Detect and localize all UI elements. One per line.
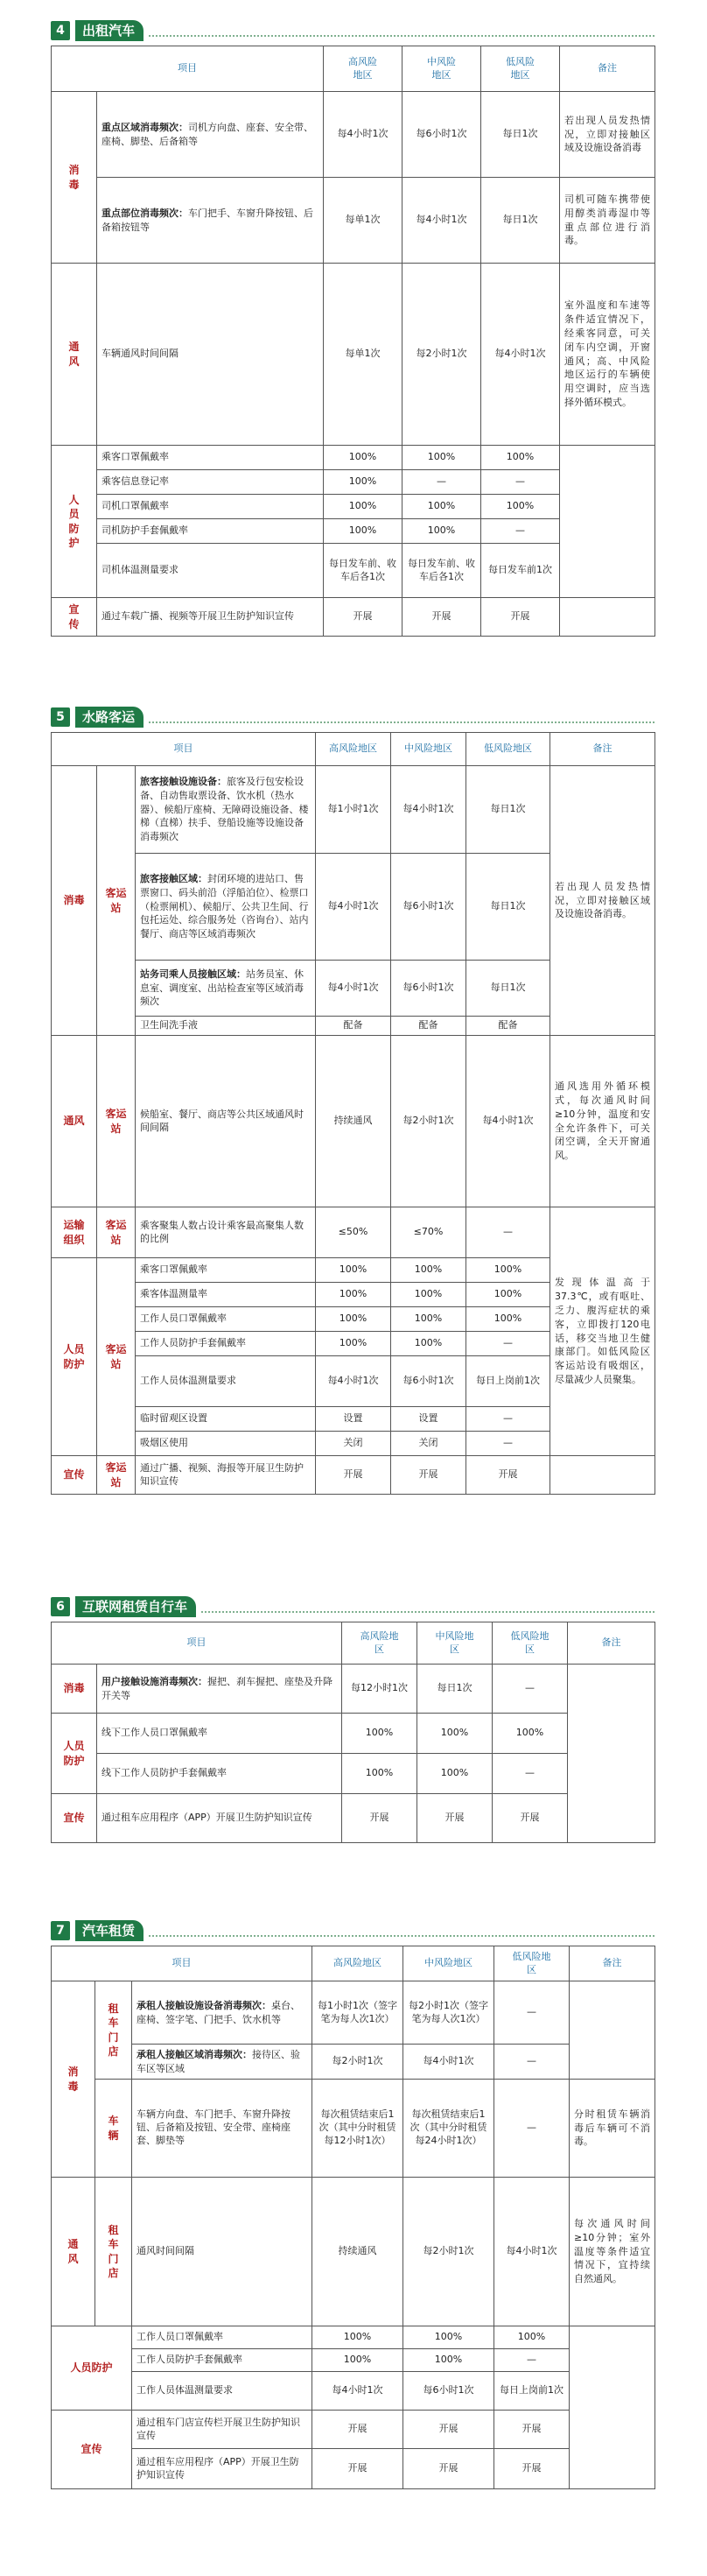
item-bold: 旅客接触设施设备： xyxy=(140,775,227,787)
header-mid-risk: 中风险地区 xyxy=(403,1946,494,1981)
low-cell: — xyxy=(481,519,560,544)
high-cell: 100% xyxy=(324,495,402,519)
low-cell: 每4小时1次 xyxy=(481,264,560,446)
mid-cell: 每日1次 xyxy=(417,1665,493,1714)
item-cell: 司机防护手套佩戴率 xyxy=(97,519,324,544)
mid-cell: 每4小时1次 xyxy=(402,178,481,264)
mid-cell: 开展 xyxy=(402,598,481,637)
low-cell: 100% xyxy=(466,1283,550,1307)
high-cell: 100% xyxy=(312,2326,403,2349)
section-divider xyxy=(149,35,654,37)
low-cell: 每日发车前1次 xyxy=(481,544,560,598)
high-cell: 每4小时1次 xyxy=(316,1356,391,1407)
low-cell: 每4小时1次 xyxy=(494,2178,570,2326)
item-cell xyxy=(136,854,316,961)
note-cell: 若出现人员发热情况，立即对接触区域及设施设备消毒。 xyxy=(550,766,655,1036)
category-publicity: 宣传 xyxy=(52,2411,132,2489)
mid-cell: 每6小时1次 xyxy=(391,1356,466,1407)
item-cell: 通过租车应用程序（APP）开展卫生防护知识宣传 xyxy=(97,1794,342,1843)
mid-cell: 每次租赁结束后1次（其中分时租赁每24小时1次） xyxy=(403,2080,494,2178)
low-cell: 100% xyxy=(481,446,560,470)
category-publicity: 宣传 xyxy=(52,1456,97,1495)
high-cell: 每4小时1次 xyxy=(316,961,391,1017)
section-divider xyxy=(149,1935,654,1937)
high-cell: 100% xyxy=(324,470,402,495)
item-text: 站务员室、休息室、调度室、出站检查室等区域消毒频次 xyxy=(140,968,304,1008)
low-cell: — xyxy=(493,1665,568,1714)
high-cell: 100% xyxy=(342,1714,417,1754)
item-bold: 重点部位消毒频次： xyxy=(102,207,188,219)
category-protection: 人员 防护 xyxy=(52,1714,97,1794)
table-header-row xyxy=(52,1946,655,1981)
table-row xyxy=(52,2349,655,2372)
table-row xyxy=(52,1207,655,1258)
item-text: 司机方向盘、座套、安全带、座椅、脚垫、后备箱等 xyxy=(102,121,313,147)
table-row xyxy=(52,2372,655,2411)
category-station: 客运 站 xyxy=(97,766,136,1036)
category-store: 租 车 门 店 xyxy=(95,2178,132,2326)
low-cell: 每日1次 xyxy=(466,766,550,854)
item-bold: 站务司乘人员接触区域： xyxy=(140,968,246,980)
note-cell xyxy=(560,446,655,598)
item-cell: 乘客口罩佩戴率 xyxy=(136,1258,316,1283)
table-row xyxy=(52,264,655,446)
table-header-row xyxy=(52,46,655,92)
low-cell: — xyxy=(466,1207,550,1258)
category-ventilation: 通风 xyxy=(52,1036,97,1207)
high-cell: 开展 xyxy=(312,2449,403,2489)
item-cell xyxy=(136,961,316,1017)
header-low-risk: 低风险 地区 xyxy=(481,46,560,92)
item-cell: 线下工作人员防护手套佩戴率 xyxy=(97,1754,342,1794)
item-text: 桌台、座椅、签字笔、门把手、饮水机等 xyxy=(136,1999,300,2025)
note-cell: 若出现人员发热情况，立即对接触区域及设施设备消毒 xyxy=(560,92,655,178)
table-row xyxy=(52,2045,655,2080)
low-cell: — xyxy=(481,470,560,495)
section-header xyxy=(51,16,654,46)
low-cell: — xyxy=(493,1754,568,1794)
header-item: 项目 xyxy=(52,733,316,766)
low-cell: 100% xyxy=(481,495,560,519)
low-cell: 每日1次 xyxy=(481,92,560,178)
table-header-row xyxy=(52,1622,655,1665)
mid-cell: 设置 xyxy=(391,1407,466,1432)
item-cell: 通风时间间隔 xyxy=(132,2178,312,2326)
mid-cell: ≤70% xyxy=(391,1207,466,1258)
low-cell: 开展 xyxy=(494,2449,570,2489)
table-row xyxy=(52,1754,655,1794)
table-row xyxy=(52,1456,655,1495)
high-cell: 配备 xyxy=(316,1017,391,1036)
table-row xyxy=(52,1981,655,2045)
high-cell: 100% xyxy=(324,519,402,544)
table-row xyxy=(52,2449,655,2489)
section-title: 出租汽车 xyxy=(75,20,144,41)
table-row xyxy=(52,2178,655,2326)
item-cell: 工作人员体温测量要求 xyxy=(136,1356,316,1407)
high-cell: 每1小时1次 xyxy=(316,766,391,854)
item-cell: 临时留观区设置 xyxy=(136,1407,316,1432)
mid-cell: 每日发车前、收车后各1次 xyxy=(402,544,481,598)
high-cell: 每4小时1次 xyxy=(324,92,402,178)
low-cell: — xyxy=(466,1407,550,1432)
category-disinfect: 消毒 xyxy=(52,1665,97,1714)
low-cell: — xyxy=(494,2045,570,2080)
table-header-row xyxy=(52,733,655,766)
low-cell: — xyxy=(494,2080,570,2178)
header-note: 备注 xyxy=(550,733,655,766)
high-cell: 每次租赁结束后1次（其中分时租赁每12小时1次） xyxy=(312,2080,403,2178)
section-title: 汽车租赁 xyxy=(75,1920,144,1941)
mid-cell: 每6小时1次 xyxy=(403,2372,494,2411)
high-cell: 100% xyxy=(316,1332,391,1356)
section-header xyxy=(51,1916,654,1946)
item-text: 封闭环境的进站口、售票窗口、码头前沿（浮船泊位）、检票口（检票闸机）、候船厅、公共卫生间、行包托运处、综合服务处（咨询台）、站内餐厅、商店等区域消毒频次 xyxy=(140,872,309,940)
waterway-table xyxy=(51,732,655,1495)
high-cell: ≤50% xyxy=(316,1207,391,1258)
low-cell: 100% xyxy=(493,1714,568,1754)
table-row xyxy=(52,178,655,264)
mid-cell: 每4小时1次 xyxy=(403,2045,494,2080)
mid-cell: 100% xyxy=(402,519,481,544)
section-title: 互联网租赁自行车 xyxy=(75,1596,196,1617)
high-cell: 每4小时1次 xyxy=(316,854,391,961)
item-cell: 司机口罩佩戴率 xyxy=(97,495,324,519)
high-cell: 开展 xyxy=(342,1794,417,1843)
high-cell: 开展 xyxy=(312,2411,403,2449)
mid-cell: 每4小时1次 xyxy=(391,766,466,854)
high-cell: 开展 xyxy=(324,598,402,637)
mid-cell: 开展 xyxy=(417,1794,493,1843)
note-cell: 分时租赁车辆消毒后车辆可不消毒。 xyxy=(570,2080,655,2178)
category-protection: 人员防护 xyxy=(52,2326,132,2411)
section-bike-sharing xyxy=(51,1592,654,1843)
item-cell: 工作人员口罩佩戴率 xyxy=(136,1307,316,1332)
note-cell: 发现体温高于37.3℃，或有呕吐、乏力、腹泻症状的乘客，立即拨打120电话，移交当地卫生健康部门。如低风险区客运站设有吸烟区，尽量减少人员聚集。 xyxy=(550,1207,655,1456)
table-row xyxy=(52,598,655,637)
section-number: 7 xyxy=(51,1921,70,1940)
header-high-risk: 高风险 地区 xyxy=(324,46,402,92)
bike-sharing-table xyxy=(51,1622,655,1843)
header-item: 项目 xyxy=(52,1946,312,1981)
category-disinfect: 消毒 xyxy=(52,766,97,1036)
low-cell: — xyxy=(494,2349,570,2372)
low-cell: 每4小时1次 xyxy=(466,1036,550,1207)
note-cell: 通风选用外循环模式，每次通风时间≥10分钟，温度和安全允许条件下，可关闭空调，全天开窗通风。 xyxy=(550,1036,655,1207)
item-cell: 车辆通风时间间隔 xyxy=(97,264,324,446)
header-mid-risk: 中风险地 区 xyxy=(417,1622,493,1665)
mid-cell: 配备 xyxy=(391,1017,466,1036)
item-text: 旅客及行包安检设备、自动售取票设备、饮水机（热水器）、候船厅座椅、无障碍设施设备、楼梯（直梯）扶手、登船设施等设施设备消毒频次 xyxy=(140,775,309,843)
mid-cell: 100% xyxy=(402,495,481,519)
mid-cell: 每6小时1次 xyxy=(402,92,481,178)
mid-cell: 100% xyxy=(391,1283,466,1307)
category-disinfect: 消 毒 xyxy=(52,92,97,264)
note-cell xyxy=(570,2326,655,2489)
item-cell: 吸烟区使用 xyxy=(136,1432,316,1456)
item-text: 接待区、验车区等区域 xyxy=(136,2048,300,2074)
item-cell xyxy=(97,1665,342,1714)
category-publicity: 宣 传 xyxy=(52,598,97,637)
category-station: 客运 站 xyxy=(97,1456,136,1495)
mid-cell: 100% xyxy=(391,1307,466,1332)
section-number: 6 xyxy=(51,1597,70,1616)
header-item: 项目 xyxy=(52,46,324,92)
note-cell xyxy=(560,598,655,637)
header-high-risk: 高风险地区 xyxy=(312,1946,403,1981)
low-cell: 每日1次 xyxy=(481,178,560,264)
item-cell: 工作人员口罩佩戴率 xyxy=(132,2326,312,2349)
item-cell xyxy=(97,92,324,178)
header-mid-risk: 中风险 地区 xyxy=(402,46,481,92)
high-cell: 设置 xyxy=(316,1407,391,1432)
low-cell: — xyxy=(466,1332,550,1356)
high-cell: 每1小时1次（签字笔为每人次1次） xyxy=(312,1981,403,2045)
category-ventilation: 通 风 xyxy=(52,2178,95,2326)
item-cell: 车辆方向盘、车门把手、车窗升降按钮、后备箱及按钮、安全带、座椅座套、脚垫等 xyxy=(132,2080,312,2178)
item-cell xyxy=(136,766,316,854)
mid-cell: 开展 xyxy=(391,1456,466,1495)
header-high-risk: 高风险地区 xyxy=(316,733,391,766)
low-cell: — xyxy=(494,1981,570,2045)
table-row xyxy=(52,2080,655,2178)
low-cell: 开展 xyxy=(481,598,560,637)
header-mid-risk: 中风险地区 xyxy=(391,733,466,766)
high-cell: 每4小时1次 xyxy=(312,2372,403,2411)
mid-cell: 100% xyxy=(403,2326,494,2349)
mid-cell: 每2小时1次 xyxy=(403,2178,494,2326)
low-cell: 每日1次 xyxy=(466,854,550,961)
item-text: 握把、刹车握把、座垫及升降开关等 xyxy=(102,1675,332,1701)
high-cell: 每单1次 xyxy=(324,178,402,264)
high-cell: 100% xyxy=(316,1307,391,1332)
table-row xyxy=(52,2326,655,2349)
item-cell: 通过广播、视频、海报等开展卫生防护知识宣传 xyxy=(136,1456,316,1495)
header-note: 备注 xyxy=(570,1946,655,1981)
mid-cell: 开展 xyxy=(403,2411,494,2449)
category-station: 客运 站 xyxy=(97,1258,136,1456)
mid-cell: 100% xyxy=(403,2349,494,2372)
item-cell xyxy=(132,2045,312,2080)
high-cell: 每单1次 xyxy=(324,264,402,446)
mid-cell: 每6小时1次 xyxy=(391,961,466,1017)
low-cell: — xyxy=(466,1432,550,1456)
mid-cell: 每6小时1次 xyxy=(391,854,466,961)
section-number: 5 xyxy=(51,707,70,727)
mid-cell: 100% xyxy=(391,1332,466,1356)
low-cell: 每日上岗前1次 xyxy=(466,1356,550,1407)
mid-cell: 100% xyxy=(391,1258,466,1283)
category-ventilation: 通 风 xyxy=(52,264,97,446)
item-cell: 乘客聚集人数占设计乘客最高聚集人数的比例 xyxy=(136,1207,316,1258)
category-station: 客运 站 xyxy=(97,1207,136,1258)
header-note: 备注 xyxy=(568,1622,655,1665)
low-cell: 开展 xyxy=(494,2411,570,2449)
category-disinfect: 消 毒 xyxy=(52,1981,95,2178)
item-cell: 候船室、餐厅、商店等公共区域通风时间间隔 xyxy=(136,1036,316,1207)
low-cell: 每日1次 xyxy=(466,961,550,1017)
category-store: 租 车 门 店 xyxy=(95,1981,132,2080)
low-cell: 开展 xyxy=(466,1456,550,1495)
section-divider xyxy=(149,721,654,723)
category-organization: 运输 组织 xyxy=(52,1207,97,1258)
note-cell: 室外温度和车速等条件适宜情况下，经乘客同意，可关闭车内空调，开窗通风；高、中风险地区运行的车辆使用空调时，应当选择外循环模式。 xyxy=(560,264,655,446)
low-cell: 100% xyxy=(494,2326,570,2349)
mid-cell: 每2小时1次（签字笔为每人次1次） xyxy=(403,1981,494,2045)
mid-cell: 100% xyxy=(402,446,481,470)
note-cell xyxy=(570,1981,655,2080)
item-cell: 乘客口罩佩戴率 xyxy=(97,446,324,470)
header-note: 备注 xyxy=(560,46,655,92)
low-cell: 配备 xyxy=(466,1017,550,1036)
high-cell: 关闭 xyxy=(316,1432,391,1456)
section-taxi xyxy=(51,16,654,637)
item-cell: 工作人员防护手套佩戴率 xyxy=(136,1332,316,1356)
mid-cell: 每2小时1次 xyxy=(391,1036,466,1207)
section-car-rental xyxy=(51,1916,654,2489)
high-cell: 100% xyxy=(324,446,402,470)
item-cell xyxy=(97,178,324,264)
header-low-risk: 低风险地区 xyxy=(466,733,550,766)
item-cell: 工作人员防护手套佩戴率 xyxy=(132,2349,312,2372)
low-cell: 每日上岗前1次 xyxy=(494,2372,570,2411)
taxi-table xyxy=(51,46,655,637)
table-row xyxy=(52,1794,655,1843)
mid-cell: 100% xyxy=(417,1714,493,1754)
item-bold: 旅客接触区域： xyxy=(140,872,207,884)
category-station: 客运 站 xyxy=(97,1036,136,1207)
mid-cell: 100% xyxy=(417,1754,493,1794)
item-cell: 线下工作人员口罩佩戴率 xyxy=(97,1714,342,1754)
mid-cell: — xyxy=(402,470,481,495)
high-cell: 100% xyxy=(316,1258,391,1283)
header-low-risk: 低风险地 区 xyxy=(493,1622,568,1665)
section-title: 水路客运 xyxy=(75,707,144,728)
header-high-risk: 高风险地 区 xyxy=(342,1622,417,1665)
item-cell: 通过租车应用程序（APP）开展卫生防护知识宣传 xyxy=(132,2449,312,2489)
table-row xyxy=(52,446,655,470)
mid-cell: 每2小时1次 xyxy=(402,264,481,446)
item-bold: 承租人接触设施设备消毒频次： xyxy=(136,1999,271,2011)
section-header xyxy=(51,1592,654,1622)
table-row xyxy=(52,92,655,178)
section-waterway xyxy=(51,702,654,1495)
note-cell xyxy=(568,1665,655,1843)
section-number: 4 xyxy=(51,21,70,40)
category-publicity: 宣传 xyxy=(52,1794,97,1843)
high-cell: 100% xyxy=(342,1754,417,1794)
item-cell: 卫生间洗手液 xyxy=(136,1017,316,1036)
high-cell: 每2小时1次 xyxy=(312,2045,403,2080)
section-header xyxy=(51,702,654,732)
item-cell xyxy=(132,1981,312,2045)
item-cell: 通过车载广播、视频等开展卫生防护知识宣传 xyxy=(97,598,324,637)
car-rental-table xyxy=(51,1946,655,2489)
note-cell: 每次通风时间≥10分钟；室外温度等条件适宜情况下，宜持续自然通风。 xyxy=(570,2178,655,2326)
item-cell: 乘客信息登记率 xyxy=(97,470,324,495)
mid-cell: 开展 xyxy=(403,2449,494,2489)
category-protection: 人员 防护 xyxy=(52,1258,97,1456)
low-cell: 100% xyxy=(466,1307,550,1332)
high-cell: 每日发车前、收车后各1次 xyxy=(324,544,402,598)
header-low-risk: 低风险地 区 xyxy=(494,1946,570,1981)
item-cell: 司机体温测量要求 xyxy=(97,544,324,598)
high-cell: 持续通风 xyxy=(312,2178,403,2326)
item-cell: 工作人员体温测量要求 xyxy=(132,2372,312,2411)
table-row xyxy=(52,1714,655,1754)
table-row xyxy=(52,1665,655,1714)
header-item: 项目 xyxy=(52,1622,342,1665)
table-row xyxy=(52,1036,655,1207)
high-cell: 开展 xyxy=(316,1456,391,1495)
section-divider xyxy=(201,1611,654,1613)
item-bold: 重点区域消毒频次： xyxy=(102,121,188,133)
high-cell: 每12小时1次 xyxy=(342,1665,417,1714)
high-cell: 100% xyxy=(312,2349,403,2372)
high-cell: 100% xyxy=(316,1283,391,1307)
category-protection: 人 员 防 护 xyxy=(52,446,97,598)
item-bold: 用户接触设施消毒频次： xyxy=(102,1675,207,1687)
category-vehicle: 车 辆 xyxy=(95,2080,132,2178)
mid-cell: 关闭 xyxy=(391,1432,466,1456)
item-bold: 承租人接触区域消毒频次： xyxy=(136,2048,252,2060)
item-cell: 通过租车门店宣传栏开展卫生防护知识宣传 xyxy=(132,2411,312,2449)
table-row xyxy=(52,2411,655,2449)
note-cell xyxy=(550,1456,655,1495)
note-cell: 司机可随车携带使用醇类消毒湿巾等重点部位进行消毒。 xyxy=(560,178,655,264)
low-cell: 100% xyxy=(466,1258,550,1283)
item-cell: 乘客体温测量率 xyxy=(136,1283,316,1307)
item-text: 车门把手、车窗升降按钮、后备箱按钮等 xyxy=(102,207,313,233)
high-cell: 持续通风 xyxy=(316,1036,391,1207)
low-cell: 开展 xyxy=(493,1794,568,1843)
table-row xyxy=(52,766,655,854)
